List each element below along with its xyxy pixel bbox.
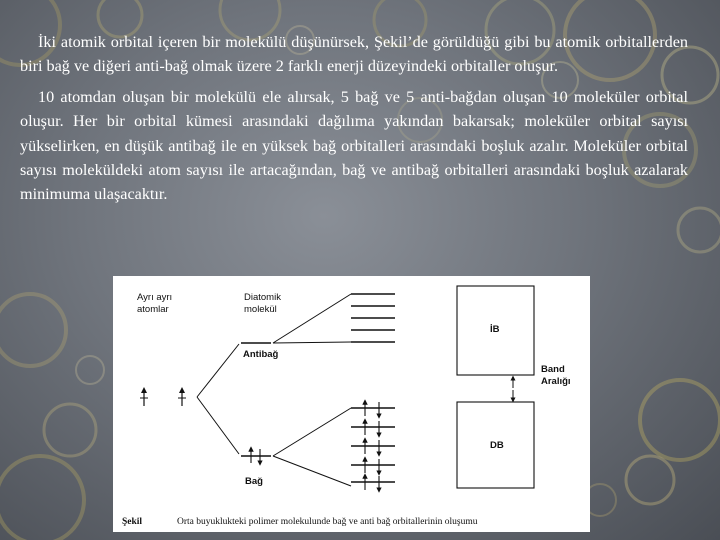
fan-line-antibond-top	[273, 294, 351, 343]
fan-line-bond-bottom	[273, 456, 351, 486]
fan-line-antibond-bottom	[273, 342, 351, 343]
caption-label: Şekil	[122, 517, 143, 527]
bond-levels	[351, 408, 395, 482]
separate-atoms-label-line2: atomlar	[137, 304, 169, 315]
diatomic-label-line2: molekül	[244, 304, 277, 315]
ib-label: İB	[490, 324, 500, 335]
antibond-levels	[351, 294, 395, 342]
fan-line-bond-top	[273, 408, 351, 456]
band-gap-label-line2: Aralığı	[541, 376, 571, 387]
paragraph-1: İki atomik orbital içeren bir molekülü düşünürsek, Şekil’de görüldüğü gibi bu atomik orbitallerden biri bağ ve diğeri anti-bağ olmak üzere 2 farklı enerji düzeyindeki orbitaller oluşur.	[20, 33, 688, 76]
connector-bond-lower	[197, 397, 239, 454]
diatomic-label-line1: Diatomik	[244, 292, 281, 303]
db-label: DB	[490, 440, 504, 451]
bond-label: Bağ	[245, 476, 263, 487]
caption-text: Orta buyuklukteki polimer molekulunde bağ ve anti bağ orbitallerinin oluşumu	[177, 517, 478, 527]
orbital-diagram	[113, 276, 590, 532]
separate-atoms-label-line1: Ayrı ayrı	[137, 292, 173, 303]
body-text	[20, 30, 688, 207]
band-gap-label-line1: Band	[541, 364, 565, 375]
paragraph-2: 10 atomdan oluşan bir molekülü ele alırsak, 5 bağ ve 5 anti-bağdan oluşan 10 moleküler orbital oluşur. Her bir orbital kümesi arasındaki dağılıma yakından bakarsak; moleküler orbital sayısı yükselirken, en düşük antibağ ile en yüksek bağ orbitalleri arasındaki boşluk azalır. Moleküler orbital sayısı moleküldeki atom sayısı ile artacağından, bağ ve antibağ orbitalleri arasındaki boşluk azalarak minimuma ulaşacaktır.	[20, 87, 688, 204]
antibond-label: Antibağ	[243, 349, 279, 360]
connector-antibond-upper	[197, 344, 239, 397]
orbital-diagram-figure	[113, 276, 590, 532]
